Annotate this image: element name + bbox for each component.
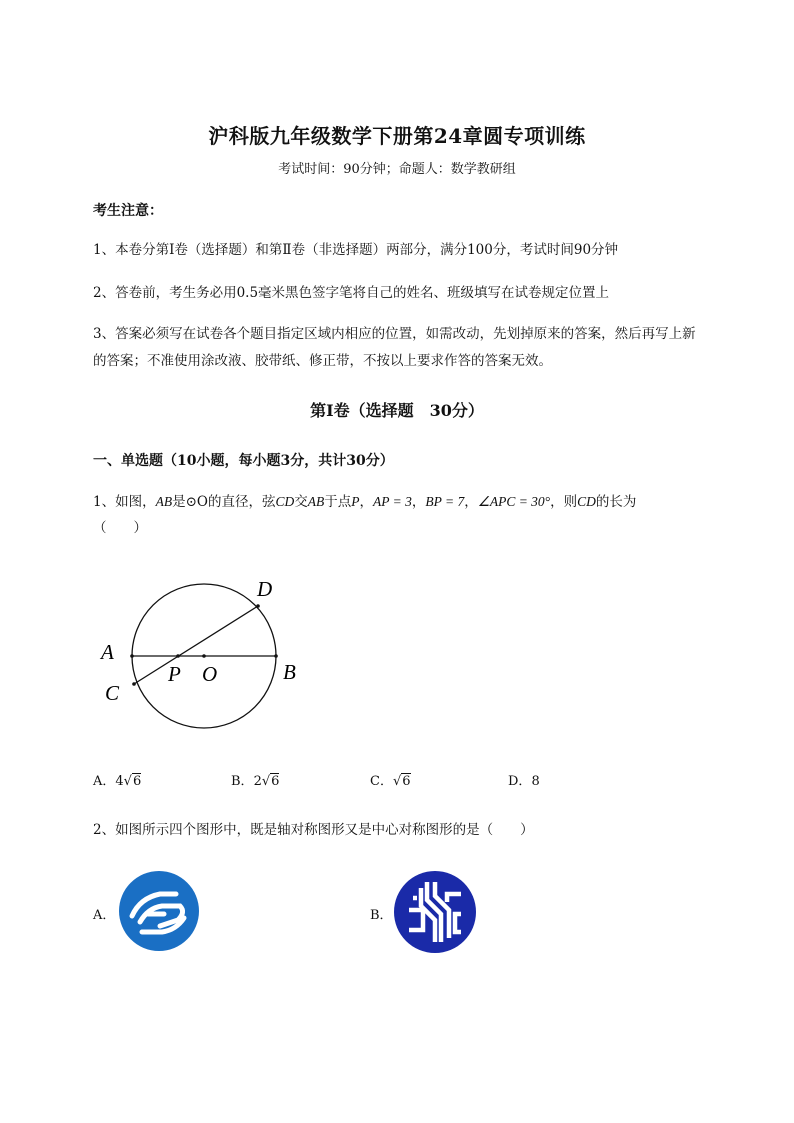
notice-heading: 考生注意： — [93, 203, 163, 219]
china-mobile-logo[interactable] — [118, 870, 200, 952]
q2-choice-b-label[interactable]: B． — [370, 908, 393, 923]
question-1: 1、如图，AB是⊙O的直径，弦CD交AB于点P，AP = 3，BP = 7，∠APC = 30°，则CD的长为 — [93, 494, 637, 510]
choice-d[interactable]: D．8 — [508, 774, 540, 789]
chord-cd — [134, 606, 258, 684]
point-c — [132, 682, 136, 686]
q2-choice-a-label[interactable]: A． — [93, 908, 116, 923]
label-d: D — [257, 577, 273, 601]
part-heading: 一、单选题（10小题，每小题3分，共计30分） — [93, 453, 394, 469]
point-o — [202, 654, 206, 658]
label-b: B — [283, 660, 296, 684]
section-title: 第I卷（选择题 30分） — [310, 401, 484, 420]
page-title: 沪科版九年级数学下册第24章圆专项训练 — [208, 124, 586, 148]
point-d — [256, 604, 260, 608]
bank-logo[interactable] — [393, 870, 477, 954]
circle-figure — [95, 570, 315, 740]
point-b — [274, 654, 278, 658]
label-a: A — [101, 640, 114, 664]
label-o: O — [202, 662, 218, 686]
point-a — [130, 654, 134, 658]
question-1-paren: （ ） — [93, 520, 147, 536]
choice-c[interactable]: C．√6 — [370, 774, 411, 789]
label-c: C — [105, 681, 120, 705]
notice-item-3: 3、答案必须写在试卷各个题目指定区域内相应的位置，如需改动，先划掉原来的答案，然后再写上新 — [93, 326, 696, 342]
point-p — [176, 654, 180, 658]
choice-b[interactable]: B．2√6 — [231, 774, 280, 789]
question-2: 2、如图所示四个图形中，既是轴对称图形又是中心对称图形的是（ ） — [93, 822, 534, 838]
notice-item-1: 1、本卷分第I卷（选择题）和第Ⅱ卷（非选择题）两部分，满分100分，考试时间90分钟 — [93, 242, 619, 258]
choice-a[interactable]: A．4√6 — [93, 774, 142, 789]
notice-item-2: 2、答卷前，考生务必用0.5毫米黑色签字笔将自己的姓名、班级填写在试卷规定位置上 — [93, 285, 610, 301]
exam-info: 考试时间：90分钟；命题人：数学教研组 — [278, 162, 516, 177]
label-p: P — [168, 662, 181, 686]
notice-item-3-cont: 的答案；不准使用涂改液、胶带纸、修正带，不按以上要求作答的答案无效。 — [93, 353, 552, 369]
